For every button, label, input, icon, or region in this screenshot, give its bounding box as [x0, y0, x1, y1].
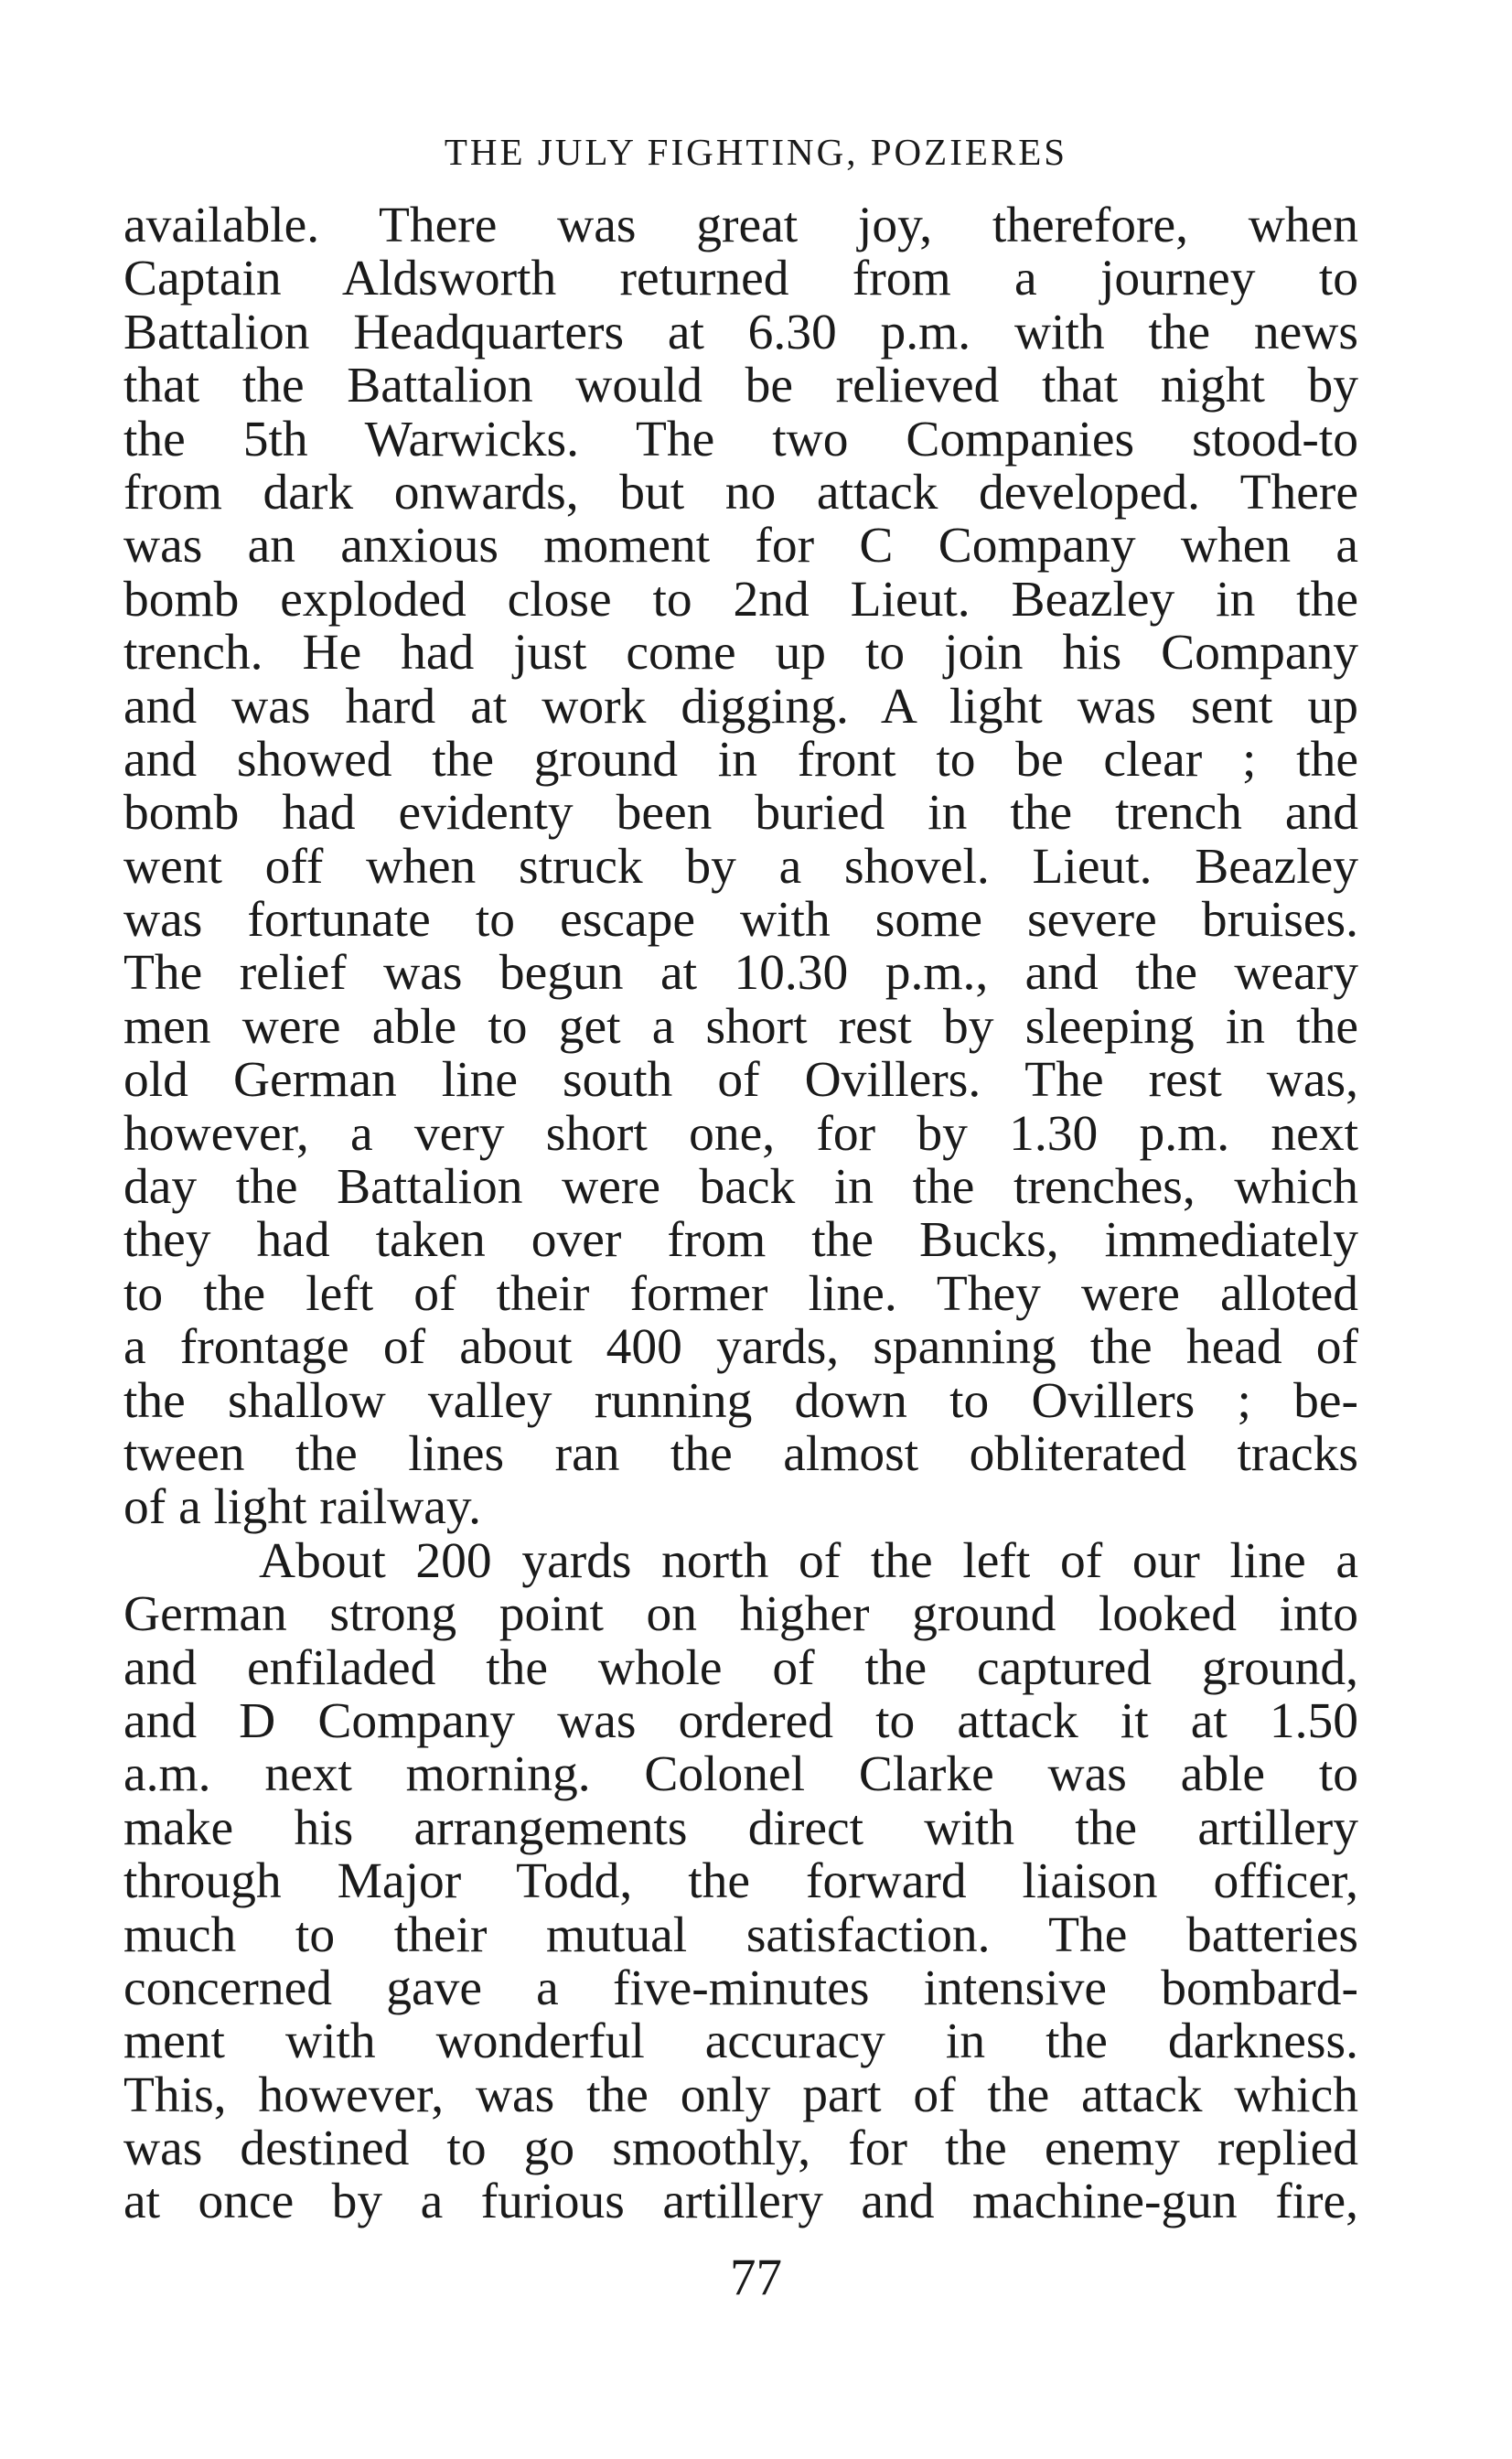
text-line: was fortunate to escape with some severe bruises.: [123, 892, 1358, 949]
text-line: and enfiladed the whole of the captured ground,: [123, 1639, 1358, 1696]
paragraph-1: [123, 199, 1358, 1535]
text-line: bomb had evidenty been buried in the trench and: [123, 785, 1358, 842]
text-line: bomb exploded close to 2nd Lieut. Beazley in the: [123, 571, 1358, 628]
running-head: THE JULY FIGHTING, POZIERES: [444, 131, 1068, 173]
text-line: The relief was begun at 10.30 p.m., and the weary: [123, 945, 1358, 1002]
text-line: at once by a furious artillery and machine-gun fire,: [123, 2174, 1358, 2230]
text-line: was an anxious moment for C Company when a: [123, 518, 1358, 574]
text-line: German strong point on higher ground looked into: [123, 1586, 1358, 1643]
text-line: the 5th Warwicks. The two Companies stood-to: [123, 411, 1358, 467]
text-line: and showed the ground in front to be clear ; the: [123, 731, 1358, 788]
text-line: that the Battalion would be relieved that night by: [123, 358, 1358, 414]
text-line: a frontage of about 400 yards, spanning the head of: [123, 1319, 1358, 1376]
text-line: make his arrangements direct with the artillery: [123, 1799, 1358, 1856]
text-line: day the Battalion were back in the trenches, which: [123, 1159, 1358, 1216]
text-line: to the left of their former line. They were alloted: [123, 1265, 1358, 1322]
text-line: available. There was great joy, therefore, when: [123, 198, 1358, 253]
text-line: through Major Todd, the forward liaison officer,: [123, 1853, 1358, 1910]
text-line: ment with wonderful accuracy in the darkness.: [123, 2013, 1358, 2070]
text-line: tween the lines ran the almost obliterated tracks: [123, 1425, 1358, 1482]
text-line: trench. He had just come up to join his Company: [123, 625, 1358, 682]
text-line: concerned gave a five-minutes intensive bombard-: [123, 1960, 1358, 2016]
text-line: a.m. next morning. Colonel Clarke was able to: [123, 1746, 1358, 1803]
paragraph-2: [123, 1532, 1358, 2230]
body-text: [123, 199, 1358, 2229]
text-line: was destined to go smoothly, for the enemy replied: [123, 2121, 1358, 2177]
text-line: from dark onwards, but no attack developed. There: [123, 464, 1358, 521]
text-line: old German line south of Ovillers. The rest was,: [123, 1052, 1358, 1109]
text-line: went off when struck by a shovel. Lieut. Beazley: [123, 838, 1358, 895]
text-line: men were able to get a short rest by sleeping in the: [123, 998, 1358, 1055]
text-line: however, a very short one, for by 1.30 p.m. next: [123, 1105, 1358, 1162]
text-line: About 200 yards north of the left of our line a: [259, 1532, 1358, 1589]
page-number: 77: [730, 2249, 782, 2306]
text-line: and D Company was ordered to attack it at 1.50: [123, 1692, 1358, 1749]
text-line: the shallow valley running down to Ovillers ; be-: [123, 1372, 1358, 1429]
text-line: they had taken over from the Bucks, immediately: [123, 1212, 1358, 1269]
text-line: Captain Aldsworth returned from a journey to: [123, 251, 1358, 307]
text-line: Battalion Headquarters at 6.30 p.m. with the news: [123, 304, 1358, 360]
text-line: and was hard at work digging. A light was sent up: [123, 678, 1358, 735]
text-line: much to their mutual satisfaction. The batteries: [123, 1906, 1358, 1963]
text-line: of a light railway.: [123, 1479, 481, 1536]
text-line: This, however, was the only part of the attack which: [123, 2067, 1358, 2123]
